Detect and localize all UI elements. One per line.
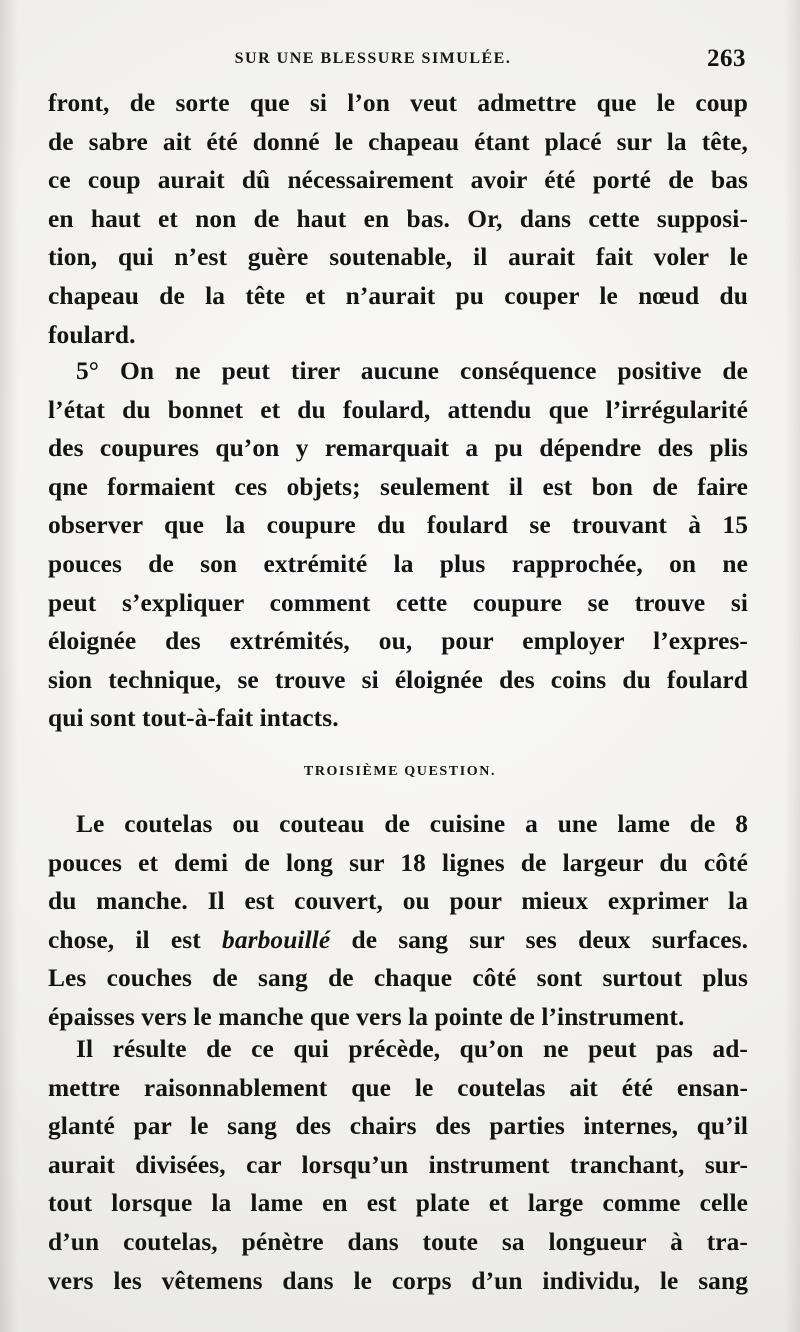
text-line: qne formaient ces objets; seulement il est bon de faire xyxy=(48,472,748,501)
text-segment: chose, il est xyxy=(48,925,201,954)
text-line: foulard. xyxy=(48,320,136,349)
page-right-shadow xyxy=(784,0,800,1332)
text-line: d’un coutelas, pénètre dans toute sa longueur à tra- xyxy=(48,1227,748,1256)
paragraph-1 xyxy=(48,84,748,354)
emphasized-word: barbouillé xyxy=(222,925,331,954)
text-line: de sabre ait été donné le chapeau étant placé sur la tête, xyxy=(48,127,748,156)
text-line: Les couches de sang de chaque côté sont surtout plus xyxy=(48,964,748,993)
text-line: observer que la coupure du foulard se trouvant à 15 xyxy=(48,511,748,540)
text-line: en haut et non de haut en bas. Or, dans cette supposi- xyxy=(48,204,748,233)
text-line: ce coup aurait dû nécessairement avoir été porté de bas xyxy=(48,166,748,195)
text-line: tout lorsque la lame en est plate et large comme celle xyxy=(48,1189,748,1218)
text-line: vers les vêtemens dans le corps d’un individu, le sang xyxy=(48,1266,748,1295)
section-heading: TROISIÈME QUESTION. xyxy=(303,764,497,779)
text-line: mettre raisonnablement que le coutelas ait été ensan- xyxy=(48,1073,748,1102)
text-line: chapeau de la tête et n’aurait pu couper le nœud du xyxy=(48,281,748,310)
text-line: Il résulte de ce qui précède, qu’on ne peut pas ad- xyxy=(76,1035,748,1063)
running-title: SUR UNE BLESSURE SIMULÉE. xyxy=(234,50,512,67)
text-line: l’état du bonnet et du foulard, attendu que l’irrégularité xyxy=(48,395,748,424)
page-number: 263 xyxy=(707,45,746,72)
text-line: peut s’expliquer comment cette coupure se trouve si xyxy=(48,588,748,617)
text-line: glanté par le sang des chairs des parties internes, qu’il xyxy=(48,1112,748,1141)
paragraph-3 xyxy=(48,805,748,1037)
text-line: front, de sorte que si l’on veut admettre que le coup xyxy=(48,89,748,117)
text-line: des coupures qu’on y remarquait a pu dépendre des plis xyxy=(48,434,748,463)
text-line-with-emphasis xyxy=(48,921,748,960)
text-line: sion technique, se trouve si éloignée des coins du foulard xyxy=(48,665,748,694)
text-line: du manche. Il est couvert, ou pour mieux exprimer la xyxy=(48,887,748,916)
text-line: épaisses vers le manche que vers la pointe de l’instrument. xyxy=(48,1002,685,1031)
text-line: pouces de son extrémité la plus rapprochée, on ne xyxy=(48,549,748,578)
paragraph-2 xyxy=(48,352,748,738)
text-line: éloignée des extrémités, ou, pour employer l’expres- xyxy=(48,627,748,656)
text-line: Le coutelas ou couteau de cuisine a une lame de 8 xyxy=(76,810,748,838)
text-line: aurait divisées, car lorsqu’un instrument tranchant, sur- xyxy=(48,1150,748,1179)
page-left-shadow xyxy=(0,0,18,1332)
paragraph-4 xyxy=(48,1030,748,1300)
text-line: pouces et demi de long sur 18 lignes de largeur du côté xyxy=(48,848,748,877)
running-head xyxy=(48,42,746,76)
text-segment: de sang sur ses deux surfaces. xyxy=(351,925,749,954)
text-line: qui sont tout-à-fait intacts. xyxy=(48,704,339,733)
text-line: tion, qui n’est guère soutenable, il aurait fait voler le xyxy=(48,243,748,272)
text-line: 5° On ne peut tirer aucune conséquence positive de xyxy=(76,357,748,385)
